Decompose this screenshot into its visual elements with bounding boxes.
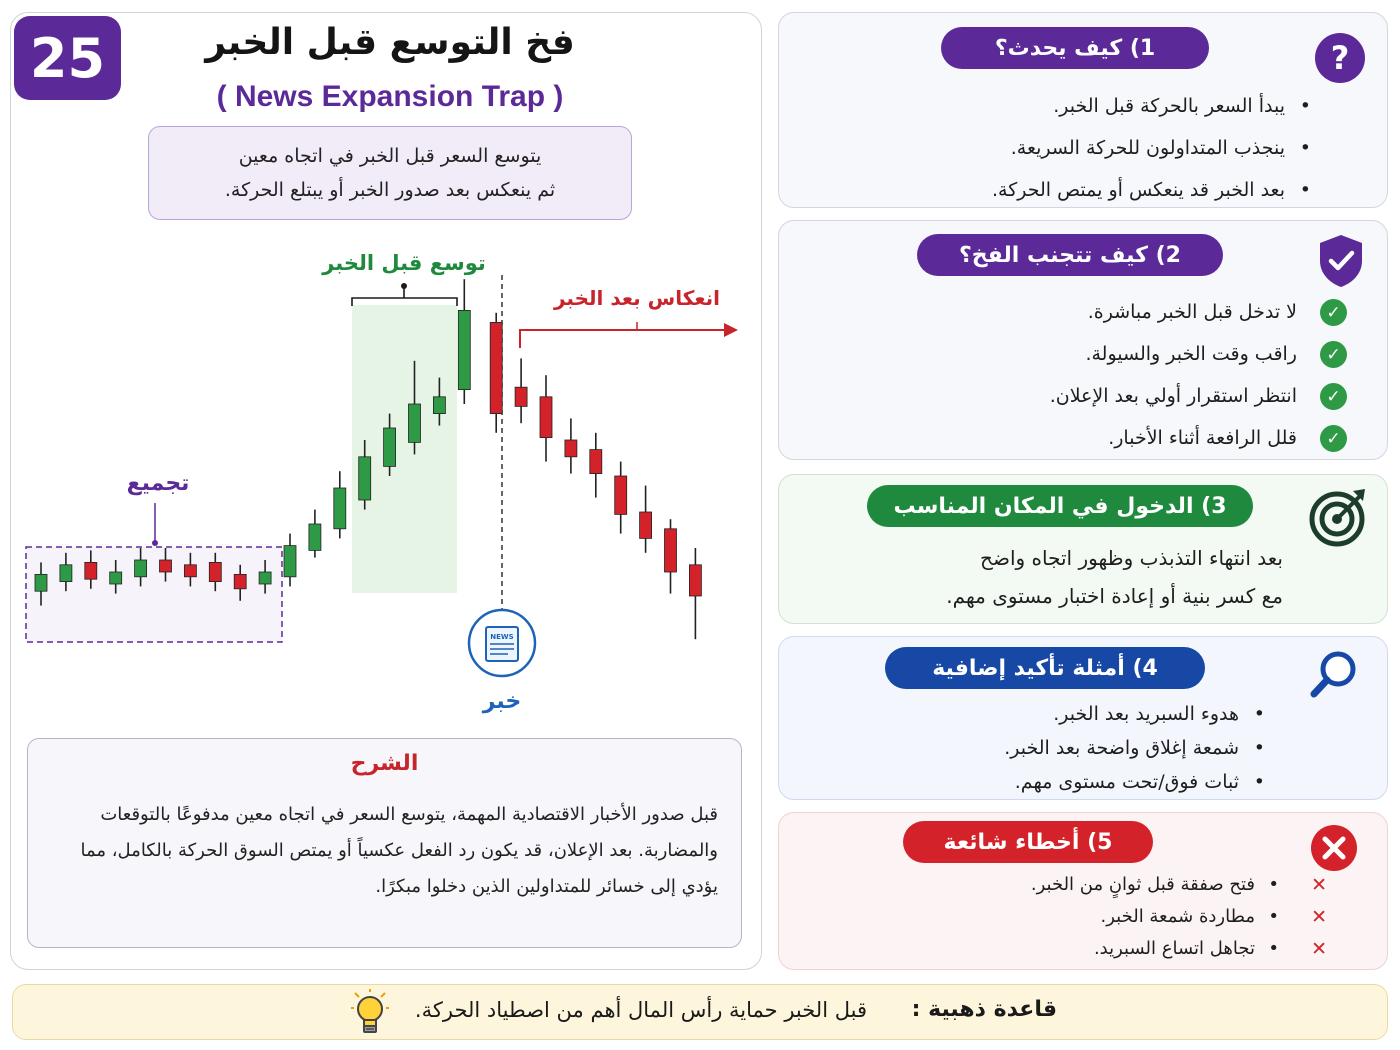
list-item: ✓ لا تدخل قبل الخبر مباشرة. [1050,291,1347,333]
reversal-arrow [520,330,725,348]
news-icon [469,610,535,676]
list-item: ✕ • مطاردة شمعة الخبر. [1031,901,1327,933]
x-icon: ✕ [1311,938,1327,960]
question-icon [1313,31,1367,85]
expansion-bracket-dot [401,283,407,289]
bullish-candle [384,428,396,466]
list-item: ✓ قلل الرافعة أثناء الأخبار. [1050,417,1347,459]
svg-text:?: ? [1330,39,1350,77]
bearish-candle [665,529,677,572]
bullish-candle [433,397,445,414]
bearish-candle [640,512,652,538]
bullish-candle [259,572,271,584]
expansion-label: توسع قبل الخبر [322,251,486,275]
expansion-bracket [352,288,457,306]
check-icon: ✓ [1320,341,1347,368]
list-item: • ينجذب المتداولون للحركة السريعة. [992,127,1315,169]
bearish-candle [615,476,627,514]
bearish-candle [234,574,246,588]
consolidation-box [26,547,282,642]
explanation-title: الشرح [350,751,419,776]
card-avoid-title: 2) كيف تتجنب الفخ؟ [917,234,1223,276]
list-item: • هدوء السبريد بعد الخبر. [1004,697,1269,731]
list-item: ✓ انتظر استقرار أولي بعد الإعلان. [1050,375,1347,417]
bearish-candle [689,565,701,596]
card-avoid-list [1050,291,1347,459]
consolidation-pointer-dot [152,540,158,546]
page-subtitle: ( News Expansion Trap ) [216,80,564,113]
search-icon [1309,649,1359,701]
page-title: فخ التوسع قبل الخبر [205,22,575,63]
list-item: • شمعة إغلاق واضحة بعد الخبر. [1004,731,1269,765]
list-item: • يبدأ السعر بالحركة قبل الخبر. [992,85,1315,127]
card-mistakes-list [1031,869,1327,965]
golden-rule-label: قاعدة ذهبية : [911,997,1057,1022]
card-common-mistakes [778,812,1388,970]
expansion-zone [352,305,457,593]
card-confirmation [778,636,1388,800]
consolidation-label: تجميع [126,471,190,496]
target-icon [1309,485,1369,547]
lightbulb-icon [351,989,389,1037]
news-icon-text: NEWS [490,633,514,641]
news-label: خبر [482,689,522,714]
golden-rule-bar [12,984,1388,1040]
bullish-candle [110,572,122,584]
bearish-candle [85,562,97,579]
card-entry [778,474,1388,624]
bearish-candle [590,450,602,474]
check-icon: ✓ [1320,383,1347,410]
card-entry-text [946,539,1283,615]
list-item: ✓ راقب وقت الخبر والسيولة. [1050,333,1347,375]
golden-rule-text: قبل الخبر حماية رأس المال أهم من اصطياد الحركة. [414,998,867,1022]
bullish-candle [309,524,321,550]
list-item: • ثبات فوق/تحت مستوى مهم. [1004,765,1269,799]
bearish-candle [565,440,577,457]
card-confirm-title: 4) أمثلة تأكيد إضافية [885,647,1205,689]
bearish-candle [160,560,172,572]
card-entry-line-1: بعد انتهاء التذبذب وظهور اتجاه واضح [980,546,1283,570]
summary-line-2: ثم ينعكس بعد صدور الخبر أو يبتلع الحركة. [224,179,556,201]
bullish-candle [60,565,72,582]
number-badge: 25 [14,16,121,100]
list-item: ✕ • تجاهل اتساع السبريد. [1031,933,1327,965]
x-icon: ✕ [1311,874,1327,896]
card-mistakes-title: 5) أخطاء شائعة [903,821,1153,863]
bullish-candle [284,546,296,577]
shield-check-icon [1317,233,1365,289]
check-icon: ✓ [1320,299,1347,326]
close-circle-icon [1309,823,1359,873]
bearish-candle [540,397,552,438]
bullish-candle [359,457,371,500]
card-confirm-list [1004,697,1269,799]
bullish-candle [458,310,470,389]
summary-line-1: يتوسع السعر قبل الخبر في اتجاه معين [238,145,542,167]
bullish-candle [135,560,147,577]
card-entry-line-2: مع كسر بنية أو إعادة اختبار مستوى مهم. [946,584,1283,608]
bullish-candle [334,488,346,529]
reversal-label: انعكاس بعد الخبر [553,286,721,310]
bearish-candle [184,565,196,577]
explanation-text: قبل صدور الأخبار الاقتصادية المهمة، يتوسع السعر في اتجاه معين مدفوعًا بالتوقعات والمضاربة. بعد الإعلان، قد يكون رد الفعل عكسياً أو يمتص السوق الحركة بالكامل، مما يؤدي إلى خسائر للمتداولين الذين دخلوا مبكرًا. [80,804,718,897]
card-entry-title: 3) الدخول في المكان المناسب [867,485,1253,527]
explanation-box [27,738,742,948]
list-item: • بعد الخبر قد ينعكس أو يمتص الحركة. [992,169,1315,211]
x-icon: ✕ [1311,906,1327,928]
bearish-candle [209,562,221,581]
bullish-candle [409,404,421,442]
bearish-candle [515,387,527,406]
bullish-candle [35,574,47,591]
card-how-it-happens [778,12,1388,208]
check-icon: ✓ [1320,425,1347,452]
card-how-title: 1) كيف يحدث؟ [941,27,1209,69]
candlestick-diagram [0,0,762,730]
reversal-arrowhead [724,323,738,337]
card-how-to-avoid [778,220,1388,460]
bearish-candle [490,322,502,413]
card-how-list [992,85,1315,211]
list-item: ✕ • فتح صفقة قبل ثوانٍ من الخبر. [1031,869,1327,901]
